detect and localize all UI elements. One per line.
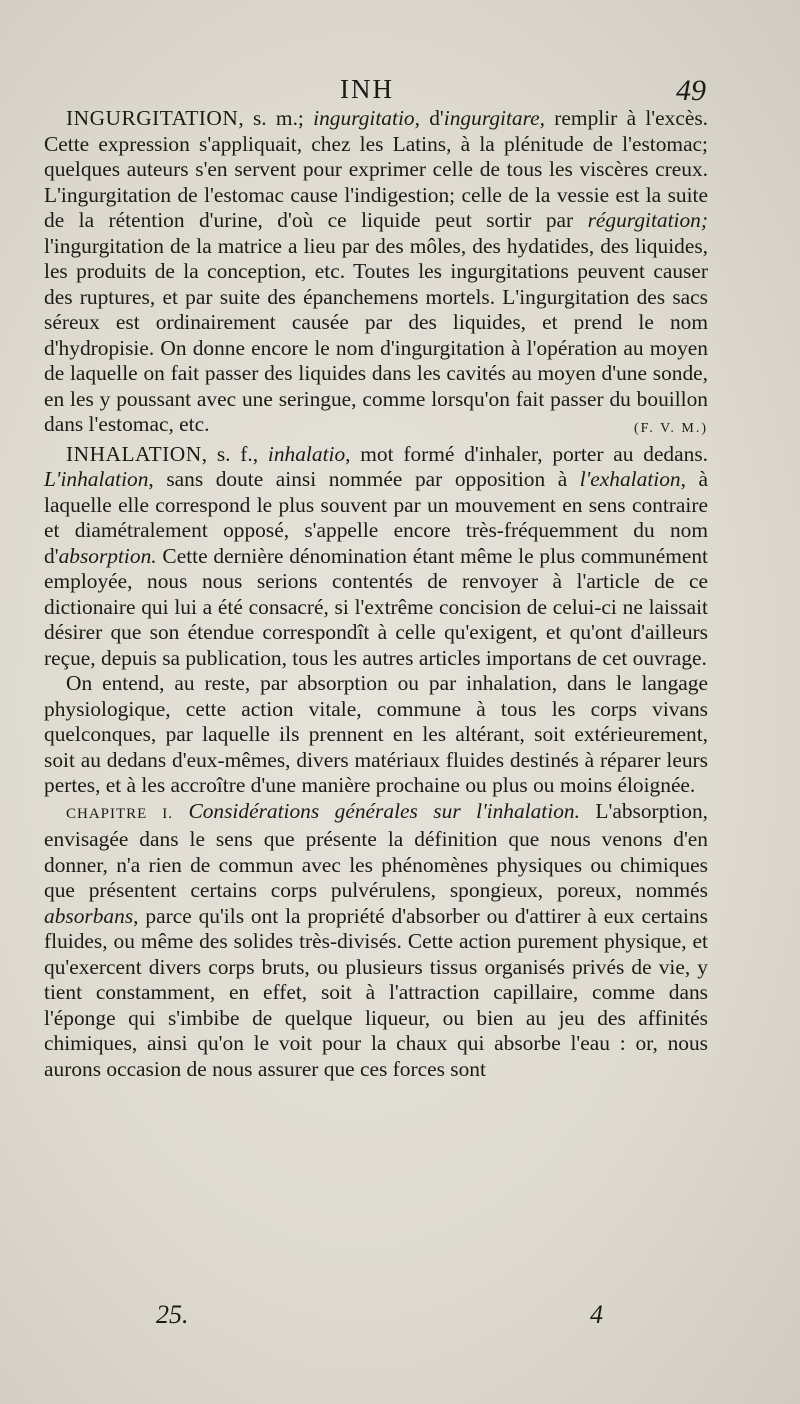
signature-mark: 25. [156,1300,189,1329]
entry-inhalation [44,442,708,672]
entry-text: Cette dernière dénomination étant même le plus communément employée, nous nous serions contentés de renvoyer à l'article de ce dictionaire qui lui a été consacré, si l'extrême concision de celui-ci ne laissait désirer que son étendue correspondît à celle qu'exigent, et qu'ont d'ailleurs reçue, depuis sa publication, tous les autres articles importans de cet ouvrage. [44,543,708,670]
italic-term: absorption. [58,543,157,568]
page-body [44,106,708,1082]
italic-term: l'exhalation [579,467,681,491]
entry-text: , mot formé d'inhaler, porter au dedans. [345,441,708,466]
chapter-text: , parce qu'ils ont la propriété d'absorber ou d'attirer à eux certains fluides, ou même des solides très-divisés. Cette action purement physique, et qu'exercent divers corps bruts, ou plusieurs tissus organisés privés de vie, y tient constamment, en effet, soit à l'attraction capillaire, comme dans l'éponge qui s'imbibe de quelque liqueur, ou bien au jeu des affinités chimiques, ainsi qu'on le voit pour la chaux qui absorbe l'eau : or, nous aurons occasion de nous assurer que ces forces sont [44,903,708,1081]
chapter-text: L'absorption, envisagée dans le sens que présente la définition que nous venons d'en donner, n'a rien de commun avec les phénomènes physiques ou chimiques que présentent certains corps pulvérulens, spongieux, poreux, nommés [44,798,708,902]
page-footer [0,1300,800,1336]
chapter-label: CHAPITRE I. [66,805,173,822]
italic-term: régurgitation; [587,208,708,232]
page-number: 49 [676,74,706,107]
entry-ingurgitation [44,106,708,438]
entry-text: , à laquelle elle correspond le plus souvent par un mouvement en sens contraire et diamétralement opposé, s'appelle encore très-fréquemment du nom d' [44,467,708,568]
entry-text: l'ingurgitation de la matrice a lieu par des môles, des hydatides, des liquides, les produits de la conception, etc. Toutes les ingurgitations peuvent causer des ruptures, et par suite des épanchemens mortels. L'ingurgitation des sacs séreux est ordinairement causée par des liquides, et prend le nom d'hydropisie. On donne encore le nom d'ingurgitation à l'opération au moyen de laquelle on fait passer des liquides dans les cavités au moyen d'une sonde, en les y poussant avec une seringue, comme lorsqu'on fait passer du bouillon dans l'estomac, etc. [44,233,708,436]
separator: , d' [414,106,444,130]
entry-text: , sans doute ainsi nommée par opposition à [148,467,580,491]
grammar-label: , s. m.; [238,106,314,130]
headword-inhalation: INHALATION [66,441,202,466]
italic-term: absorbans [44,903,134,928]
italic-term: L'inhalation [44,467,149,491]
sheet-mark: 4 [590,1300,603,1329]
chapter-title: Considérations générales sur l'inhalation. [188,798,580,823]
chapter-paragraph [44,799,708,1083]
headword-ingurgitation: INGURGITATION [66,106,239,130]
author-signature: (F. V. M.) [634,421,708,436]
etymology-term: ingurgitare, [443,106,546,130]
paragraph: On entend, au reste, par absorption ou par inhalation, dans le langage physiologique, cette action vitale, commune à tous les corps vivans quelconques, par laquelle ils prennent en les altérant, soit extérieurement, soit au dedans d'eux-mêmes, divers matériaux fluides destinés à réparer leurs pertes, et à les accroître d'une manière prochaine ou plus ou moins éloignée. [44,671,708,797]
latin-term: ingurgitatio [313,106,415,130]
latin-term: inhalatio [267,441,346,466]
running-head: INH [340,74,394,104]
grammar-label: , s. f., [201,441,268,466]
entry-text: remplir à l'excès. Cette expression s'appliquait, chez les Latins, à la plénitude de l'estomac; quelques auteurs s'en servent pour exprimer celle de tous les viscères creux. L'ingurgitation de l'estomac cause l'indigestion; celle de la vessie est la suite de la rétention d'urine, d'où ce liquide peut sortir par [44,106,708,232]
